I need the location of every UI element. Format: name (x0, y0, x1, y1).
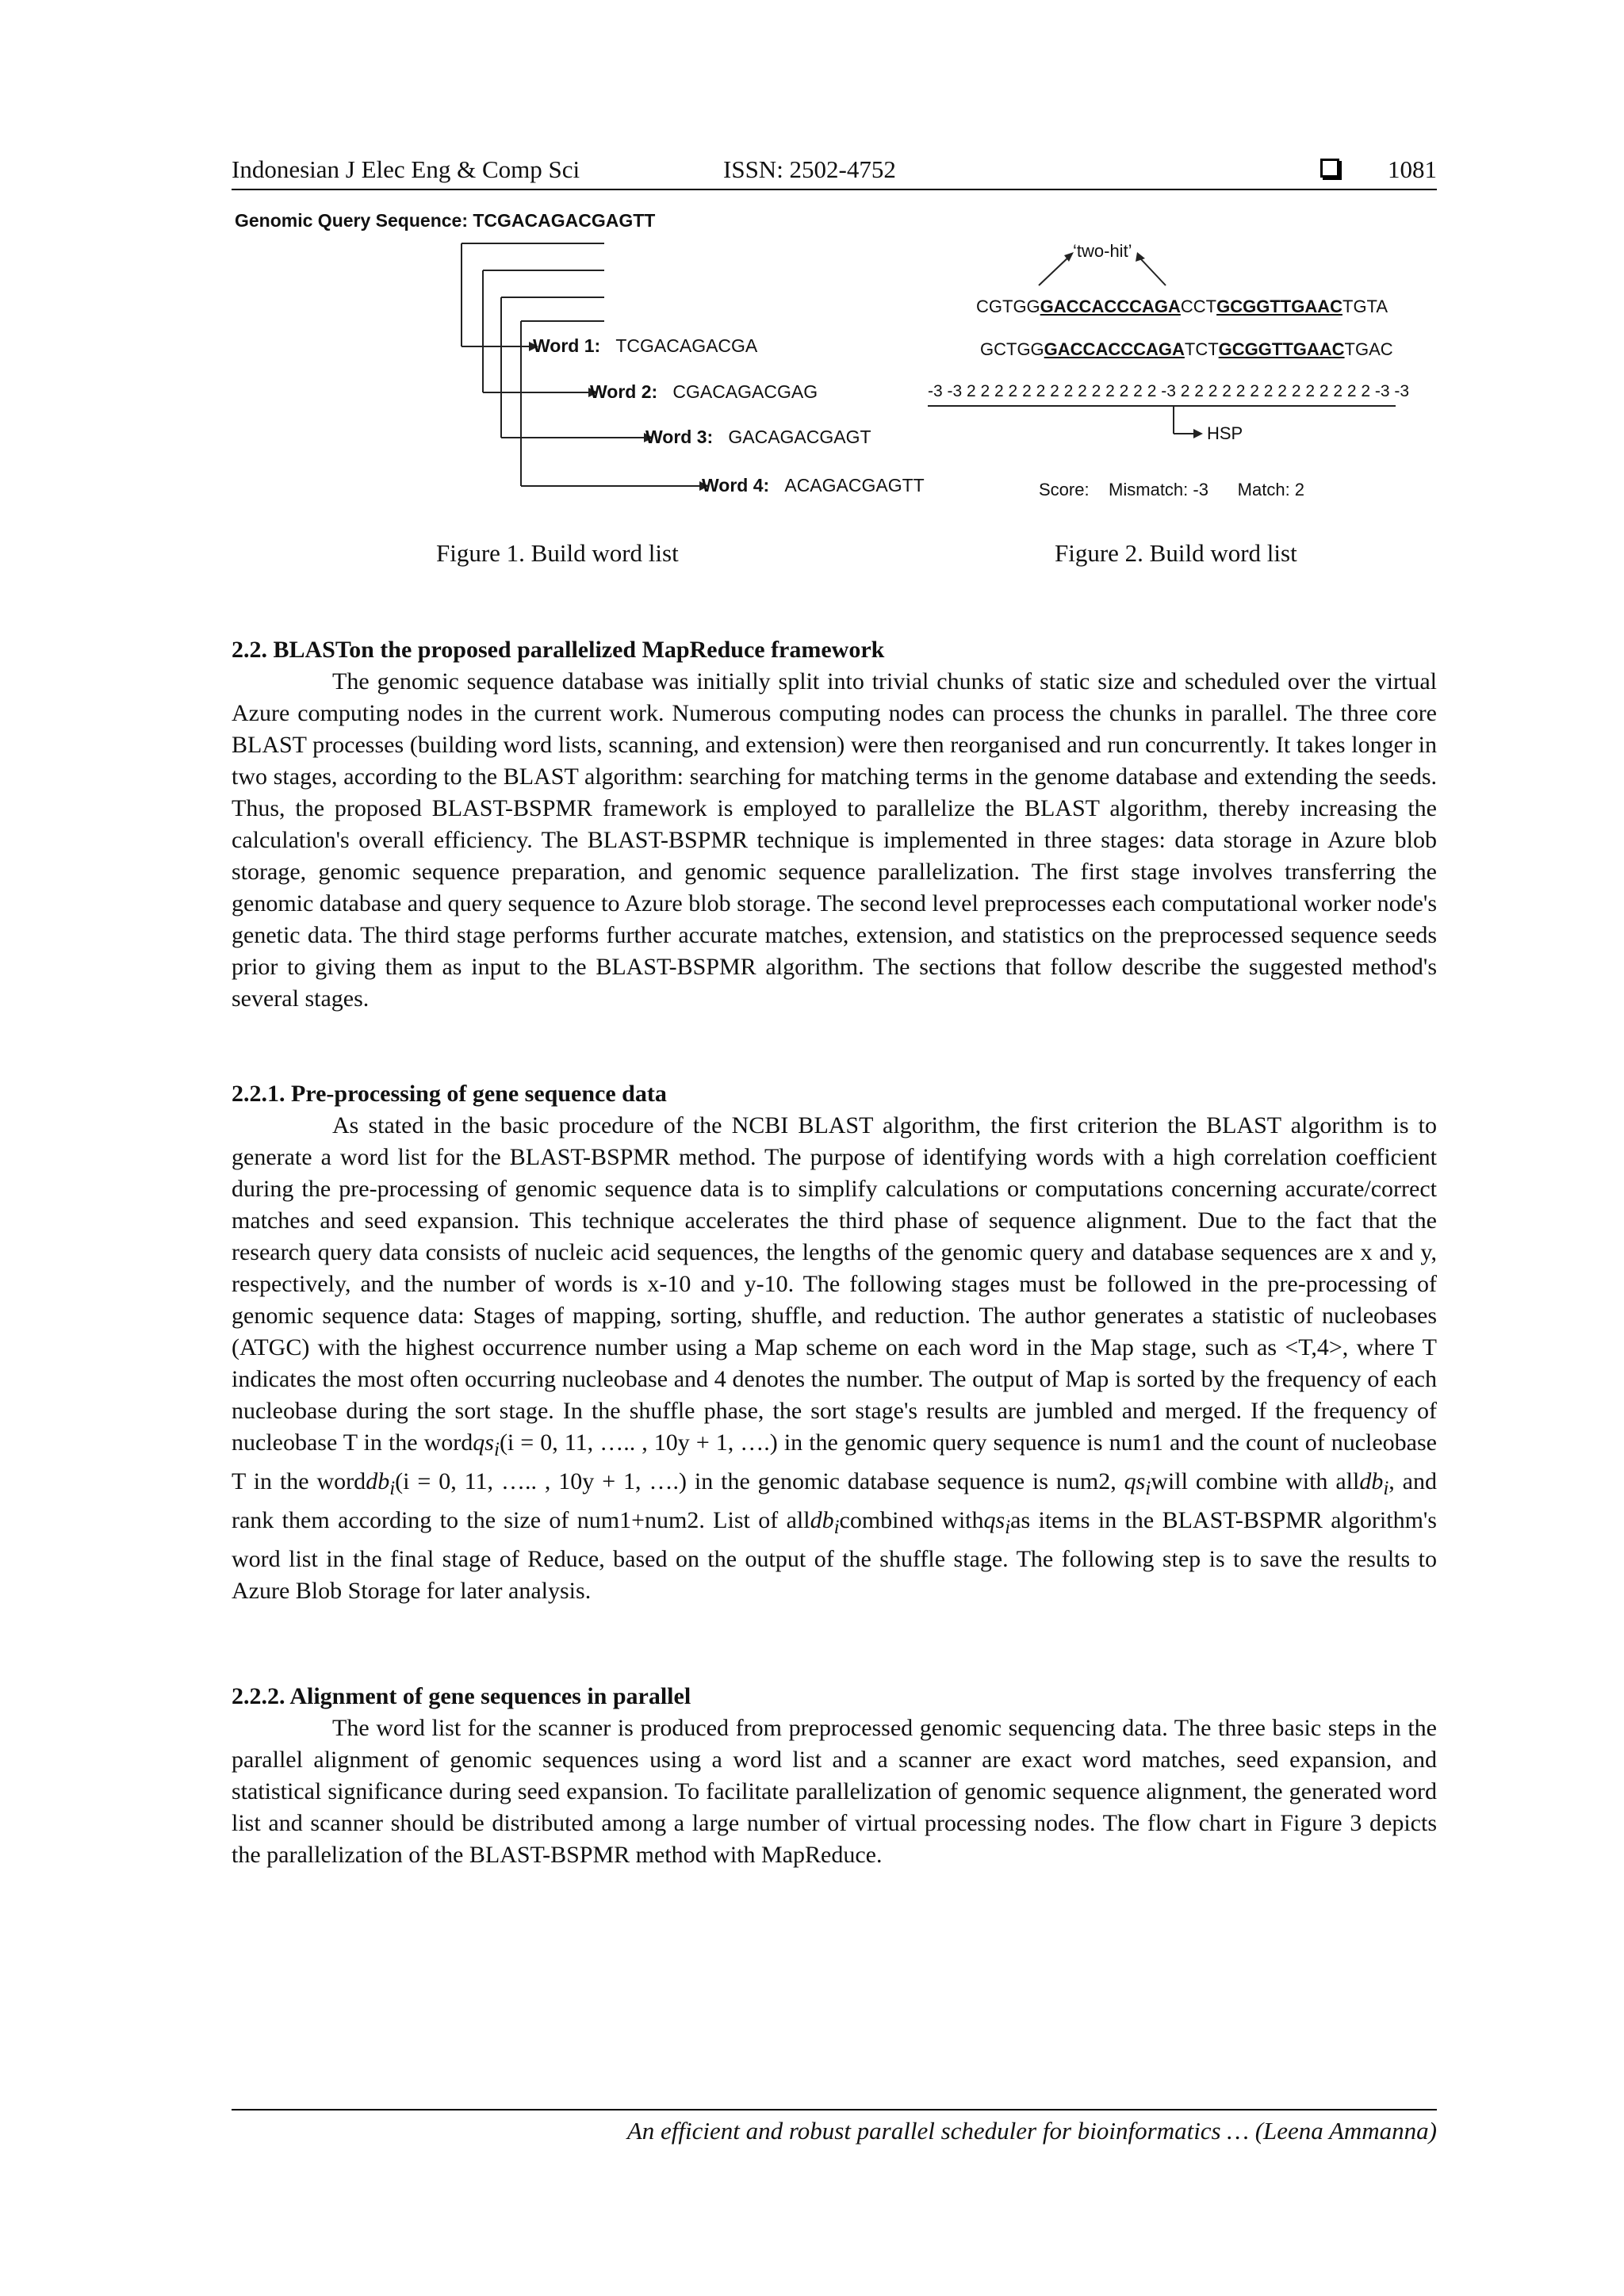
word-3-label: Word 3: (645, 427, 714, 447)
sequence-1 (976, 297, 1388, 317)
math-qs: qs (1124, 1468, 1146, 1494)
math-sub-i: i (1005, 1517, 1011, 1538)
math-qs: qs (983, 1507, 1005, 1533)
section-2-2-1 (232, 1078, 1437, 1607)
word-4-label: Word 4: (702, 475, 770, 496)
section-2-2 (232, 634, 1437, 1015)
match-label: Match: 2 (1237, 480, 1305, 499)
word-4-row (702, 475, 925, 496)
journal-name: Indonesian J Elec Eng & Comp Sci (232, 155, 580, 183)
math-db: db (1359, 1468, 1384, 1494)
sequence-2 (980, 339, 1393, 360)
figure-2 (928, 238, 1451, 507)
seq1-pre: CGTGG (976, 297, 1040, 316)
running-footer: An efficient and robust parallel scheduler for bioinformatics … (Leena Ammanna) (232, 2109, 1437, 2145)
word-3-seq: GACAGACGAGT (728, 427, 871, 447)
word-4-seq: ACAGACGAGTT (784, 475, 925, 496)
para-part-g: as items in the BLAST-BSPMR algorithm's word list in the final stage of Reduce, based on the output of the shuffle stage. The following step is to save the results to Azure Blob Storage for later analysis. (232, 1507, 1437, 1604)
seq2-pre: GCTGG (980, 339, 1044, 359)
section-2-2-1-heading: 2.2.1. Pre-processing of gene sequence data (232, 1081, 667, 1107)
section-2-2-2-heading: 2.2.2. Alignment of gene sequences in parallel (232, 1683, 691, 1709)
math-sub-i: i (493, 1439, 500, 1460)
math-sub-i: i (1145, 1478, 1151, 1499)
para-part-e: , and rank them according to the size of num1+num2. List of all (232, 1468, 1437, 1533)
word-3-row (645, 427, 871, 448)
checkbox-square-icon (1320, 159, 1339, 178)
seq1-mid: CCT (1180, 297, 1217, 316)
seq2-hit-1: GACCACCCAGA (1044, 339, 1185, 359)
word-1-seq: TCGACAGACGA (615, 335, 758, 356)
math-db: db (366, 1468, 390, 1494)
section-2-2-1-paragraph (232, 1110, 1437, 1607)
two-hit-label: ‘two-hit’ (1073, 241, 1132, 261)
para-part-f: combined with (839, 1507, 984, 1533)
running-header (232, 151, 1437, 190)
word-2-seq: CGACAGACGAG (672, 381, 818, 402)
math-qs: qs (473, 1429, 494, 1456)
para-part-d: will combine with all (1151, 1468, 1360, 1494)
figure-1-title: Genomic Query Sequence: TCGACAGACGAGTT (235, 210, 656, 231)
seq1-post: TGTA (1342, 297, 1388, 316)
word-2-label: Word 2: (590, 381, 658, 402)
seq2-hit-2: GCGGTTGAAC (1218, 339, 1345, 359)
para-part-c: in the genomic database sequence is num2, (686, 1468, 1124, 1494)
figure-2-arrows (928, 238, 1451, 507)
page-number: 1081 (1388, 155, 1437, 183)
section-2-2-heading: 2.2. BLASTon the proposed parallelized MapReduce framework (232, 637, 885, 663)
figure-1-caption: Figure 1. Build word list (436, 539, 679, 567)
para-part-a: As stated in the basic procedure of the NCBI BLAST algorithm, the first criterion the BLAST algorithm is to generate a word list for the BLAST-BSPMR method. The purpose of identifying words with a high correlation coefficient during the pre-processing of genomic sequence data is to simplify calculations or computations concerning accurate/correct matches and seed expansion. This technique accelerates the third phase of sequence alignment. Due to the fact that the research query data consists of nucleic acid sequences, the lengths of the genomic query and database sequences are x and y, respectively, and the number of words is x-10 and y-10. The following stages must be followed in the pre-processing of genomic sequence data: Stages of mapping, sorting, shuffle, and reduction. The author generates a statistic of nucleobases (ATGC) with the highest occurrence number using a Map scheme on each word in the Map stage, such as <T,4>, where T indicates the most often occurring nucleobase and 4 denotes the number. The output of Map is sorted by the frequency of each nucleobase during the sort stage. In the shuffle phase, the sort stage's results are jumbled and merged. If the frequency of nucleobase T in the word (232, 1112, 1437, 1456)
figure-1 (232, 210, 945, 511)
math-db: db (810, 1507, 834, 1533)
hsp-label: HSP (1207, 423, 1243, 443)
section-2-2-paragraph: The genomic sequence database was initially split into trivial chunks of static size and scheduled over the virtual Azure computing nodes in the current work. Numerous computing nodes can process the chunks in parallel. The three core BLAST processes (building word lists, scanning, and extension) were then reorganised and run concurrently. It takes longer in two stages, according to the BLAST algorithm: searching for matching terms in the genome database and extending the seeds. Thus, the proposed BLAST-BSPMR framework is employed to parallelize the BLAST algorithm, thereby increasing the calculation's overall efficiency. The BLAST-BSPMR technique is implemented in three stages: data storage in Azure blob storage, genomic sequence preparation, and genomic sequence parallelization. The first stage involves transferring the genomic database and query sequence to Azure blob storage. The second level preprocesses each computational worker node's genetic data. The third stage performs further accurate matches, extension, and statistics on the preprocessed sequence seeds prior to giving them as input to the BLAST-BSPMR algorithm. The sections that follow describe the suggested method's several stages. (232, 668, 1437, 1012)
seq2-mid: TCT (1184, 339, 1219, 359)
score-row: -3 -3 2 2 2 2 2 2 2 2 2 2 2 2 2 2 -3 2 2 2 2 2 2 2 2 2 2 2 2 2 2 -3 -3 (928, 382, 1410, 400)
seq1-hit-2: GCGGTTGAAC (1216, 297, 1342, 316)
section-2-2-2-paragraph: The word list for the scanner is produced from preprocessed genomic sequencing data. The three basic steps in the parallel alignment of genomic sequences using a word list and a scanner are exact word matches, seed expansion, and statistical significance during seed expansion. To facilitate parallelization of genomic sequence alignment, the generated word list and scanner should be distributed among a large number of virtual processing nodes. The flow chart in Figure 3 depicts the parallelization of the BLAST-BSPMR method with MapReduce. (232, 1715, 1437, 1868)
seq2-post: TGAC (1344, 339, 1393, 359)
para-part-b: in the genomic query sequence is num1 and the count of nucleobase T in the word (232, 1429, 1437, 1494)
mismatch-label: Mismatch: -3 (1109, 480, 1208, 499)
figure-1-connectors (232, 210, 945, 511)
word-2-row (590, 381, 818, 403)
word-1-label: Word 1: (533, 335, 601, 356)
score-legend (1039, 480, 1304, 500)
math-range-qs: (i = 0, 11, ….. , 10y + 1, ….) (499, 1429, 778, 1456)
math-sub-i: i (833, 1517, 840, 1538)
section-2-2-2 (232, 1681, 1437, 1871)
math-sub-i: i (389, 1478, 396, 1499)
word-1-row (533, 335, 757, 357)
issn: ISSN: 2502-4752 (723, 155, 896, 183)
math-range-db: (i = 0, 11, ….. , 10y + 1, ….) (395, 1468, 687, 1494)
score-label: Score: (1039, 480, 1090, 499)
figure-2-caption: Figure 2. Build word list (1055, 539, 1297, 567)
math-sub-i: i (1383, 1478, 1389, 1499)
seq1-hit-1: GACCACCCAGA (1040, 297, 1181, 316)
